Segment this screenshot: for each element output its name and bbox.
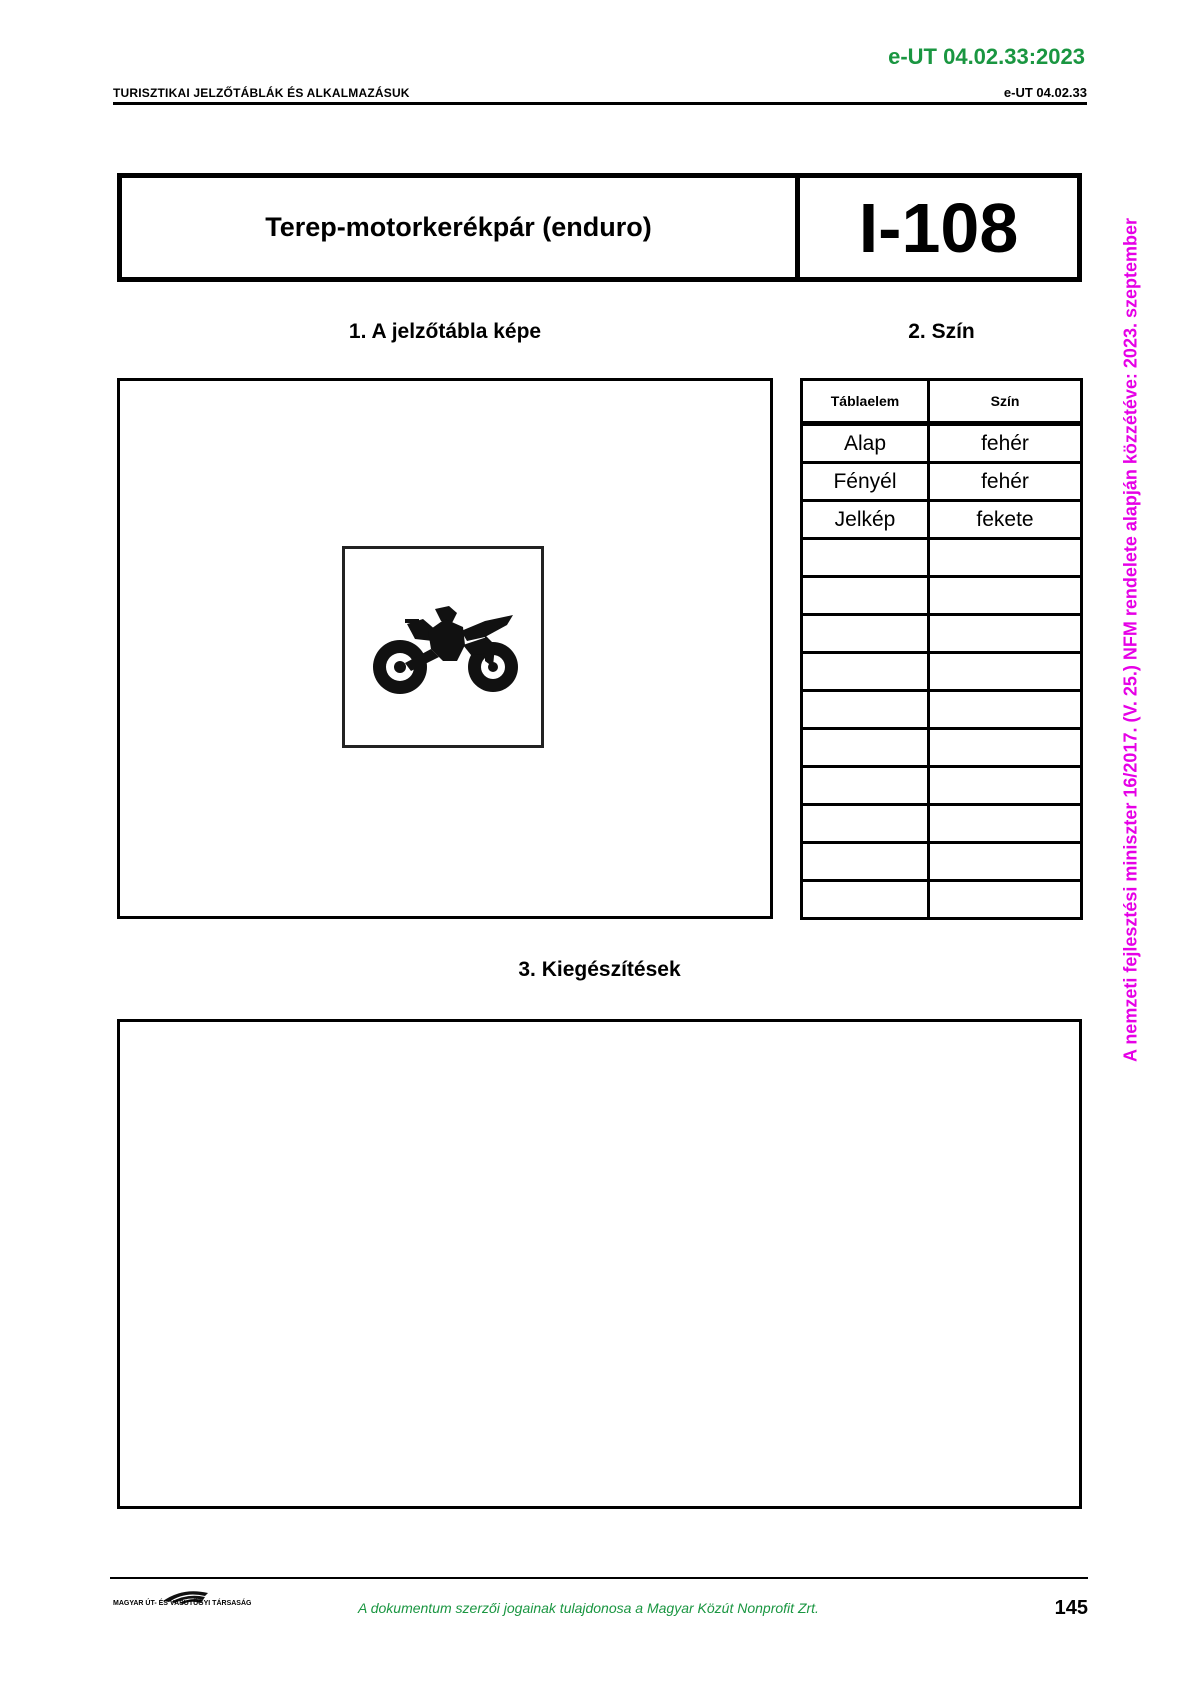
table-cell-element [802, 843, 929, 881]
footer-rule [110, 1577, 1088, 1579]
table-cell-color [929, 767, 1082, 805]
table-row [802, 843, 1082, 881]
table-row [802, 729, 1082, 767]
table-row [802, 691, 1082, 729]
table-row [802, 539, 1082, 577]
table-cell-color [929, 881, 1082, 919]
table-cell-element [802, 805, 929, 843]
publisher-logo-text: MAGYAR ÚT- ÉS VASÚTÜGYI TÁRSASÁG [113, 1600, 252, 1607]
table-cell-color: fehér [929, 463, 1082, 501]
table-cell-element [802, 767, 929, 805]
table-cell-element: Jelkép [802, 501, 929, 539]
table-row [802, 653, 1082, 691]
color-table-header [802, 380, 1082, 424]
table-row [802, 767, 1082, 805]
copyright-notice: A dokumentum szerzői jogainak tulajdonosa a Magyar Közút Nonprofit Zrt. [358, 1600, 819, 1616]
sign-code: I-108 [858, 188, 1019, 267]
table-cell-element: Alap [802, 424, 929, 463]
table-cell-color [929, 729, 1082, 767]
table-cell-color: fekete [929, 501, 1082, 539]
table-row [802, 805, 1082, 843]
table-cell-element [802, 729, 929, 767]
side-note-text: A nemzeti fejlesztési miniszter 16/2017. (V. 25.) NFM rendelete alapján közzétéve: 2023. szeptember [1120, 217, 1141, 1063]
supplement-box [117, 1019, 1082, 1509]
table-row [802, 424, 1082, 463]
table-cell-element [802, 615, 929, 653]
table-cell-color [929, 843, 1082, 881]
page-number: 145 [1054, 1597, 1088, 1619]
document-code: e-UT 04.02.33:2023 [888, 44, 1085, 69]
table-cell-color: fehér [929, 424, 1082, 463]
motorcycle-icon [345, 549, 541, 745]
table-cell-element [802, 653, 929, 691]
sign-title: Terep-motorkerékpár (enduro) [122, 178, 800, 277]
column-header-element: Táblaelem [802, 380, 929, 424]
running-code: e-UT 04.02.33 [1003, 85, 1087, 100]
table-cell-color [929, 691, 1082, 729]
table-row [802, 501, 1082, 539]
table-cell-element [802, 881, 929, 919]
header-rule [113, 102, 1087, 105]
table-cell-color [929, 615, 1082, 653]
sign-image [342, 546, 544, 748]
table-row [802, 577, 1082, 615]
running-title: TURISZTIKAI JELZŐTÁBLÁK ÉS ALKALMAZÁSUK [113, 86, 410, 100]
color-table [800, 378, 1083, 920]
table-cell-color [929, 805, 1082, 843]
table-cell-color [929, 577, 1082, 615]
table-cell-element [802, 539, 929, 577]
table-cell-color [929, 539, 1082, 577]
table-cell-color [929, 653, 1082, 691]
image-section-heading: 1. A jelzőtábla képe [348, 320, 542, 343]
color-section-heading: 2. Szín [908, 320, 975, 343]
table-row [802, 463, 1082, 501]
table-row [802, 881, 1082, 919]
sign-title-box [117, 173, 1082, 282]
table-row [802, 615, 1082, 653]
table-cell-element [802, 691, 929, 729]
table-cell-element: Fényél [802, 463, 929, 501]
supplement-section-heading: 3. Kiegészítések [518, 958, 681, 981]
table-cell-element [802, 577, 929, 615]
column-header-color: Szín [929, 380, 1082, 424]
